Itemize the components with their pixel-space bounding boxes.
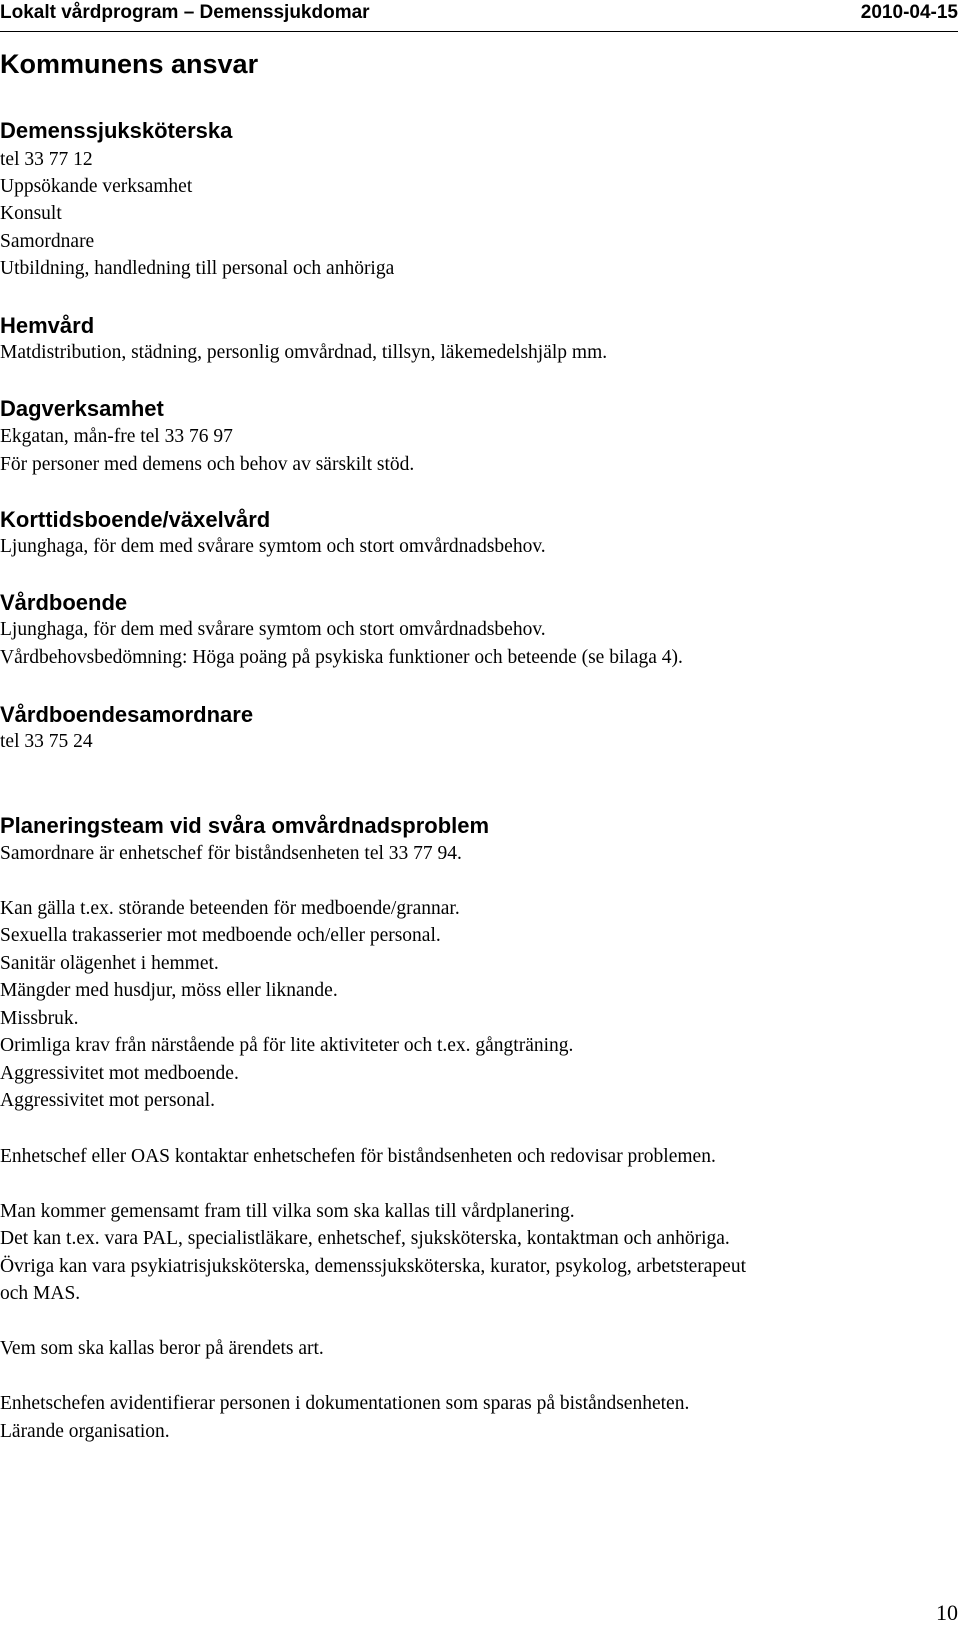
text-line: Övriga kan vara psykiatrisjuksköterska, demenssjuksköterska, kurator, psykolog, arbetsterapeut (0, 1256, 746, 1277)
heading-vardboendesamordnare: Vårdboendesamordnare (0, 702, 254, 727)
text-line: Uppsökande verksamhet (0, 176, 193, 197)
heading-demenssjukskoterska: Demenssjuksköterska (0, 118, 233, 143)
text-line: Enhetschefen avidentifierar personen i dokumentationen som sparas på biståndsenheten. (0, 1393, 690, 1414)
text-line: Samordnare (0, 231, 95, 252)
text-line: Samordnare är enhetschef för biståndsenheten tel 33 77 94. (0, 843, 462, 864)
text-line: tel 33 77 12 (0, 149, 93, 170)
list-item: Mängder med husdjur, möss eller liknande. (0, 980, 338, 1001)
list-item: Aggressivitet mot personal. (0, 1090, 216, 1111)
heading-vardboende: Vårdboende (0, 590, 128, 615)
text-line: Vem som ska kallas beror på ärendets art. (0, 1338, 324, 1359)
list-item: Sexuella trakasserier mot medboende och/eller personal. (0, 925, 441, 946)
page-header (0, 0, 958, 32)
list-item: Aggressivitet mot medboende. (0, 1063, 239, 1084)
text-line: För personer med demens och behov av särskilt stöd. (0, 454, 415, 475)
text-line: Konsult (0, 203, 62, 224)
heading-dagverksamhet: Dagverksamhet (0, 396, 164, 421)
text-line: Lärande organisation. (0, 1421, 170, 1442)
text-line: tel 33 75 24 (0, 731, 93, 752)
list-item: Sanitär olägenhet i hemmet. (0, 953, 219, 974)
text-line: Vårdbehovsbedömning: Höga poäng på psykiska funktioner och beteende (se bilaga 4). (0, 647, 683, 668)
list-item: Orimliga krav från närstående på för lite aktiviteter och t.ex. gångträning. (0, 1035, 574, 1056)
section-title: Kommunens ansvar (0, 49, 259, 79)
heading-korttidsboende: Korttidsboende/växelvård (0, 507, 271, 532)
text-line: Ljunghaga, för dem med svårare symtom och stort omvårdnadsbehov. (0, 536, 546, 557)
text-line: Ekgatan, mån-fre tel 33 76 97 (0, 426, 233, 447)
text-line: Man kommer gemensamt fram till vilka som ska kallas till vårdplanering. (0, 1201, 575, 1222)
text-line: och MAS. (0, 1283, 81, 1304)
header-date: 2010-04-15 (860, 2, 958, 23)
text-line: Det kan t.ex. vara PAL, specialistläkare, enhetschef, sjuksköterska, kontaktman och anhöriga. (0, 1228, 730, 1249)
text-line: Ljunghaga, för dem med svårare symtom och stort omvårdnadsbehov. (0, 619, 546, 640)
text-line: Matdistribution, städning, personlig omvårdnad, tillsyn, läkemedelshjälp mm. (0, 342, 608, 363)
heading-hemvard: Hemvård (0, 313, 95, 338)
heading-planeringsteam: Planeringsteam vid svåra omvårdnadsproblem (0, 813, 490, 838)
text-line: Utbildning, handledning till personal och anhöriga (0, 258, 395, 279)
list-item: Kan gälla t.ex. störande beteenden för medboende/grannar. (0, 898, 460, 919)
header-title: Lokalt vårdprogram – Demenssjukdomar (0, 2, 370, 23)
text-line: Enhetschef eller OAS kontaktar enhetschefen för biståndsenheten och redovisar problemen. (0, 1146, 716, 1167)
list-item: Missbruk. (0, 1008, 79, 1029)
page-number: 10 (936, 1600, 958, 1625)
